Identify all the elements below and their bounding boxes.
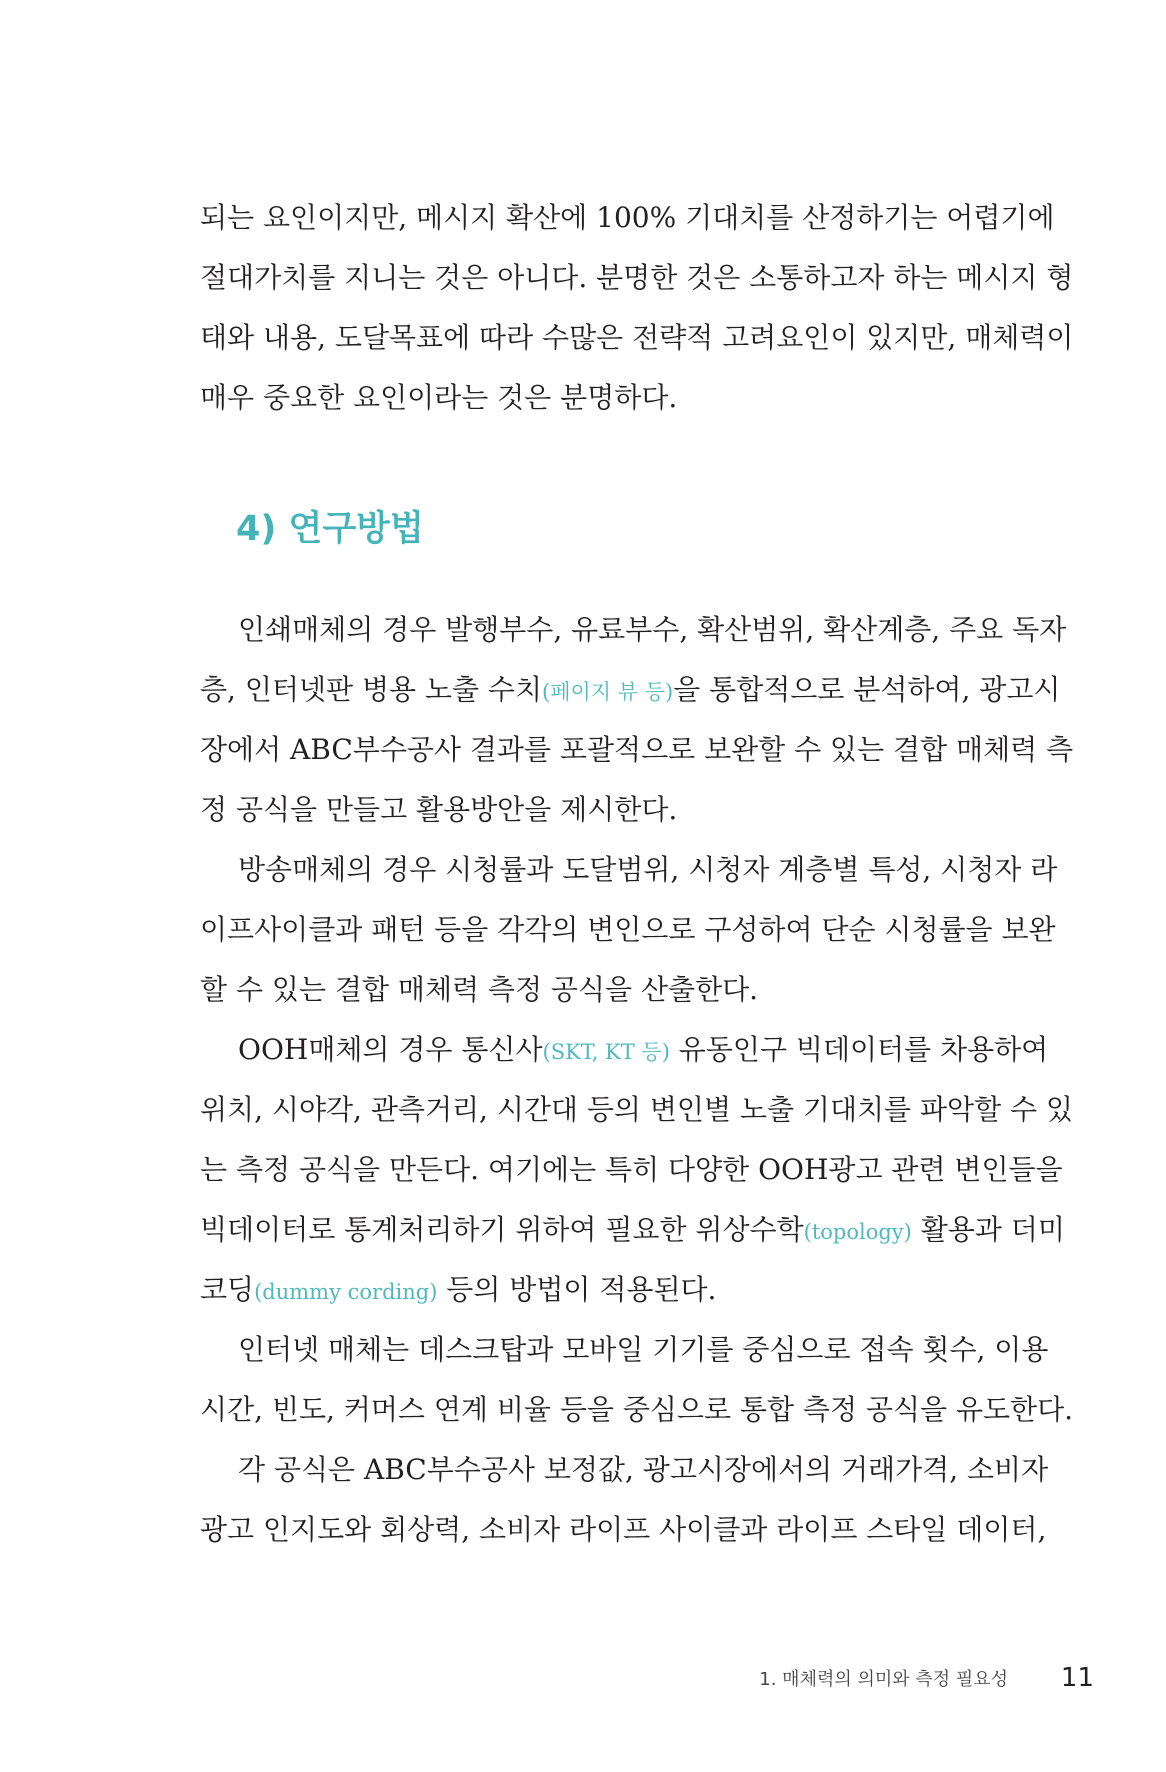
body-text-line: 태와 내용, 도달목표에 따라 수많은 전략적 고려요인이 있지만, 매체력이 — [200, 321, 1074, 354]
body-text-line: 인쇄매체의 경우 발행부수, 유료부수, 확산범위, 확산계층, 주요 독자 — [238, 613, 1067, 646]
body-text-line: 되는 요인이지만, 메시지 확산에 100% 기대치를 산정하기는 어렵기에 — [200, 201, 1055, 234]
body-text-line: 매우 중요한 요인이라는 것은 분명하다. — [200, 381, 678, 414]
body-text-line — [200, 1208, 1065, 1252]
body-text-segment: 코딩 — [200, 1273, 255, 1306]
body-text-segment: 빅데이터로 통계처리하기 위하여 필요한 위상수학 — [200, 1213, 804, 1246]
aside-note: (페이지 뷰 등) — [542, 680, 674, 704]
aside-note: (SKT, KT 등) — [542, 1040, 670, 1064]
body-text-segment: OOH매체의 경우 통신사 — [238, 1033, 543, 1066]
body-text-segment: 유동인구 빅데이터를 차용하여 — [669, 1033, 1049, 1066]
aside-note: (dummy cording) — [254, 1280, 438, 1304]
body-text-line: 방송매체의 경우 시청률과 도달범위, 시청자 계층별 특성, 시청자 라 — [238, 853, 1058, 886]
body-text-line — [200, 1028, 1049, 1072]
body-text-segment: 을 통합적으로 분석하여, 광고시 — [673, 673, 1061, 706]
body-text-line: 는 측정 공식을 만든다. 여기에는 특히 다양한 OOH광고 관련 변인들을 — [200, 1153, 1063, 1186]
body-text-line: 각 공식은 ABC부수공사 보정값, 광고시장에서의 거래가격, 소비자 — [238, 1453, 1049, 1486]
body-text-line: 정 공식을 만들고 활용방안을 제시한다. — [200, 793, 678, 826]
body-text-line: 시간, 빈도, 커머스 연계 비율 등을 중심으로 통합 측정 공식을 유도한다. — [200, 1393, 1074, 1426]
body-text-line: 절대가치를 지니는 것은 아니다. 분명한 것은 소통하고자 하는 메시지 형 — [200, 261, 1074, 294]
section-heading: 4) 연구방법 — [236, 509, 424, 549]
page-number: 11 — [1060, 1663, 1094, 1693]
body-text-line — [200, 668, 1061, 712]
body-text-line: 장에서 ABC부수공사 결과를 포괄적으로 보완할 수 있는 결합 매체력 측 — [200, 733, 1074, 766]
aside-note: (topology) — [803, 1220, 912, 1244]
body-text-segment: 활용과 더미 — [911, 1213, 1065, 1246]
body-text-line: 광고 인지도와 회상력, 소비자 라이프 사이클과 라이프 스타일 데이터, — [200, 1513, 1047, 1546]
body-text-segment: 등의 방법이 적용된다. — [437, 1273, 717, 1306]
body-text-line: 할 수 있는 결합 매체력 측정 공식을 산출한다. — [200, 973, 759, 1006]
body-text-line: 이프사이클과 패턴 등을 각각의 변인으로 구성하여 단순 시청률을 보완 — [200, 913, 1056, 946]
running-footer-title: 1. 매체력의 의미와 측정 필요성 — [759, 1669, 1008, 1690]
body-text-line: 위치, 시야각, 관측거리, 시간대 등의 변인별 노출 기대치를 파악할 수 있 — [200, 1093, 1074, 1126]
body-text-line — [200, 1268, 1015, 1312]
body-text-segment: 층, 인터넷판 병용 노출 수치 — [200, 673, 543, 706]
body-text-line: 인터넷 매체는 데스크탑과 모바일 기기를 중심으로 접속 횟수, 이용 — [238, 1333, 1049, 1366]
